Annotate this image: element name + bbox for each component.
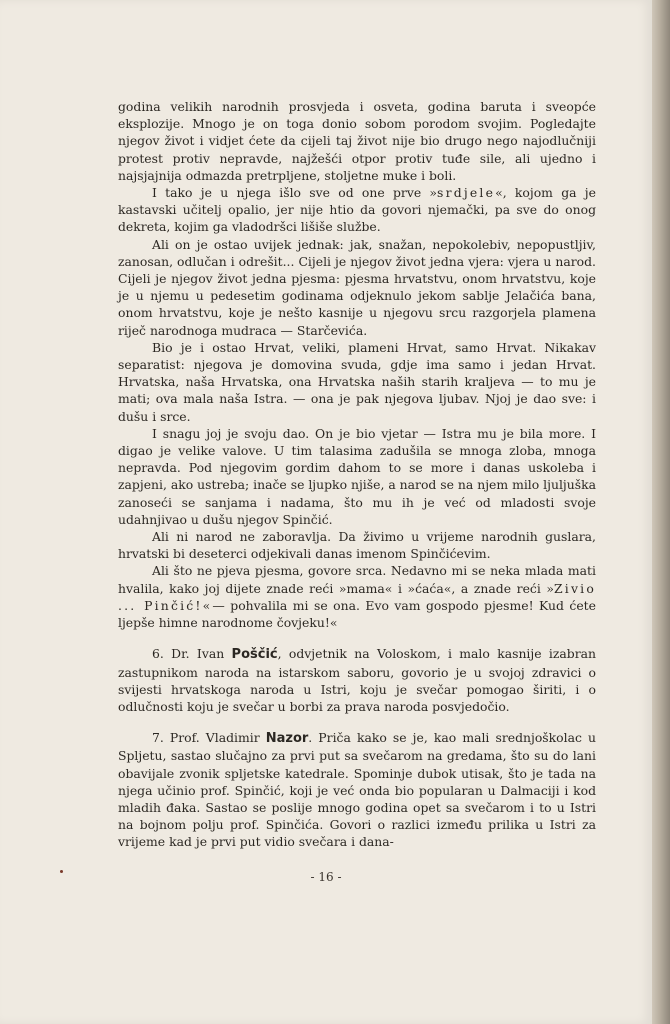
speaker-6-text: , odvjetnik na Voloskom, i malo kasnije izabran zastupnikom naroda na istarskom saboru, govorio je u svojoj zdravici o svijesti hrvatskoga naroda u Istri, koju je svečar pomogao širiti, i o odlučnosti koju je svečar u borbi za prava naroda posvjedočio. [118, 646, 596, 714]
paragraph-7-start: Ali što ne pjeva pjesma, govore srca. Nedavno mi se neka mlada mati hvalila, kako joj dijete znade reći »mama« i »ćaća«, a znade reći » [118, 563, 596, 596]
paper-speck [60, 870, 63, 873]
speaker-7-text: . Priča kako se je, kao mali srednjoškolac u Spljetu, sastao slučajno za prvi put sa svečarom na gredama, što su do lani obavijale zvonik spljetske katedrale. Spominje dubok utisak, što je tada na njega učinio prof. Spinčić, koji je već onda bio popularan u Dalmaciji i kod mladih đaka. Sastao se poslije mnogo godina opet sa svečarom i to u Istri na bojnom polju prof. Spinčića. Govori o razlici između prilika u Istri za vrijeme kad je prvi put vidio svečara i dana- [118, 730, 596, 850]
speaker-name-poscic: Poščić [231, 647, 278, 663]
paragraph-3: Ali on je ostao uvijek jednak: jak, snažan, nepokolebiv, nepopustljiv, zanosan, odlučan i odrešit... Cijeli je njegov život jedna vjera: vjera u narod. Cijeli je njegov život jedna pjesma: pjesma hrvatstvu, onom hrvatstvu, koje je u njemu u pedesetim godinama odjeknulo jekom sablje Jelačića bana, onom hrvatstvu, koje je nešto kasnije u njegovu srcu razgorjela plamena riječ narodnoga mudraca — Starčevića. [118, 236, 596, 338]
paragraph-2-start: I tako je u njega išlo sve od one prve » [152, 185, 438, 201]
paragraph-1: godina velikih narodnih prosvjeda i osveta, godina baruta i sveopće eksplozije. Mnogo je on toga donio sobom porodom svojim. Pogledajte njegov život i vidjet ćete da cijeli taj život nije bio drugo nego najodlučniji protest protiv nepravde, najžešći otpor protiv tuđe sile, ali ujedno i najsjajnija odmazda pretrpljene, stoljetne muke i boli. [118, 99, 596, 183]
body-text [118, 98, 596, 851]
spaced-word-srdjele: srdjele [437, 185, 496, 201]
paragraph-7-end: — pohvalila mi se ona. Evo vam gospodo pjesme! Kud ćete ljepše himne narodnome čovjeku!« [118, 597, 596, 631]
paragraph-speaker-7 [118, 729, 596, 850]
page-edge [652, 0, 670, 1024]
paragraph-2-end: «, kojom ga je kastavski učitelj opalio, jer nije htio da govori njemački, pa sve do onog dekreta, kojim ga vladodršci lišiše službe. [118, 185, 596, 235]
page-number: - 16 - [310, 870, 342, 884]
speaker-name-nazor: Nazor [265, 731, 309, 747]
paragraph-7 [118, 562, 596, 631]
paragraph-5: I snagu joj je svoju dao. On je bio vjetar — Istra mu je bila more. I digao je velike valove. U tim talasima zadušila se mnoga zloba, mnoga nepravda. Pod njegovim gordim dahom to se more i danas uskoleba i zapjeni, ako ustreba; inače se ljupko njiše, a narod se na njem milo ljuljuška zanoseći se sanjama i nadama, što mu ih je već od mladosti svoje udahnjivao u dušu njegov Spinčić. [118, 425, 596, 527]
paragraph-4: Bio je i ostao Hrvat, veliki, plameni Hrvat, samo Hrvat. Nikakav separatist: njegova je domovina svuda, gdje ima samo i jedan Hrvat. Hrvatska, naša Hrvatska, ona Hrvatska naših starih kraljeva — to mu je mati; ova mala naša Istra. — ona je pak njegova ljubav. Njoj je dao sve: i dušu i srce. [118, 339, 596, 424]
paragraph-6: Ali ni narod ne zaboravlja. Da živimo u vrijeme narodnih guslara, hrvatski bi deseterci odjekivali danas imenom Spinčićevim. [118, 529, 596, 562]
spaced-word-zivio: Zivio ... Pinčić!« [118, 580, 596, 613]
speaker-7-intro: 7. Prof. Vladimir [152, 730, 266, 746]
speaker-6-intro: 6. Dr. Ivan [152, 646, 232, 662]
paragraph-speaker-6 [118, 645, 596, 715]
paragraph-2 [118, 184, 596, 236]
